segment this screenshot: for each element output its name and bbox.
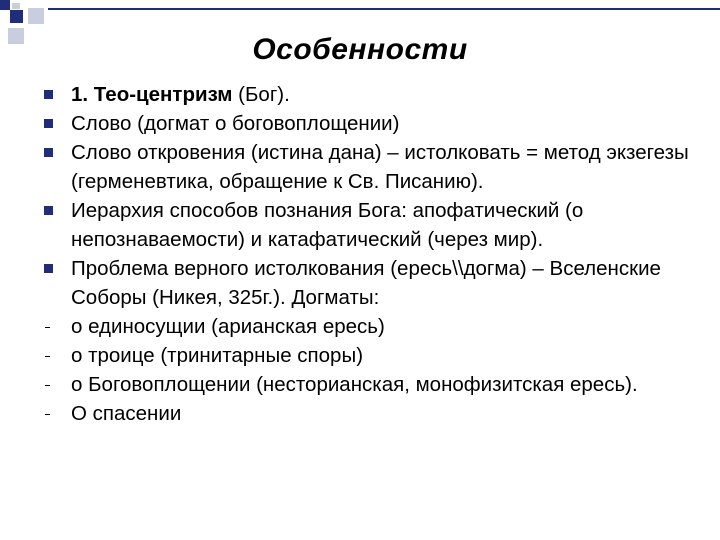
bullet-text: о единосущии (арианская ересь) [71, 315, 385, 338]
dash-bullet-icon [42, 341, 62, 370]
bullet-text: о Боговоплощении (несторианская, монофизитская ересь). [71, 373, 638, 396]
slide-title: Особенности [252, 33, 468, 66]
corner-square-light-right [28, 8, 44, 24]
dash-bullet-icon [42, 312, 62, 341]
bullet-text: О спасении [71, 402, 182, 425]
square-bullet-icon [42, 196, 62, 225]
corner-square-dark-small [0, 0, 10, 10]
top-divider-line [48, 8, 720, 10]
dash-item-consubstantiality [42, 312, 692, 341]
square-bullet-icon [42, 109, 62, 138]
bullet-item-hierarchy [42, 196, 692, 254]
dash-bullet-icon [42, 370, 62, 399]
bullet-bold-text: 1. Тео-центризм [71, 83, 233, 106]
square-bullet-icon [42, 254, 62, 283]
dash-item-salvation [42, 399, 692, 428]
bullet-item-interpretation-problem [42, 254, 692, 312]
bullet-text: (Бог). [232, 83, 290, 106]
bullet-text: Проблема верного истолкования (ересь\\догма) – Вселенские Соборы (Никея, 325г.). Догматы: [71, 257, 661, 309]
corner-square-light-small [12, 3, 20, 9]
bullet-text: о троице (тринитарные споры) [71, 344, 364, 367]
bullet-text: Иерархия способов познания Бога: апофатический (о непознаваемости) и катафатический (через мир). [71, 199, 584, 251]
bullet-item-theocentrism [42, 80, 692, 109]
dash-item-trinity [42, 341, 692, 370]
bullet-text: Слово откровения (истина дана) – истолковать = метод экзегезы (герменевтика, обращение к Св. Писанию). [71, 141, 689, 193]
corner-square-dark [10, 10, 23, 23]
bullet-item-word-dogma [42, 109, 692, 138]
dash-bullet-icon [42, 399, 62, 428]
bullet-text: Слово (догмат о боговоплощении) [71, 112, 400, 135]
bullet-list [42, 80, 692, 428]
square-bullet-icon [42, 138, 62, 167]
dash-item-incarnation [42, 370, 692, 399]
bullet-item-revelation [42, 138, 692, 196]
square-bullet-icon [42, 80, 62, 109]
